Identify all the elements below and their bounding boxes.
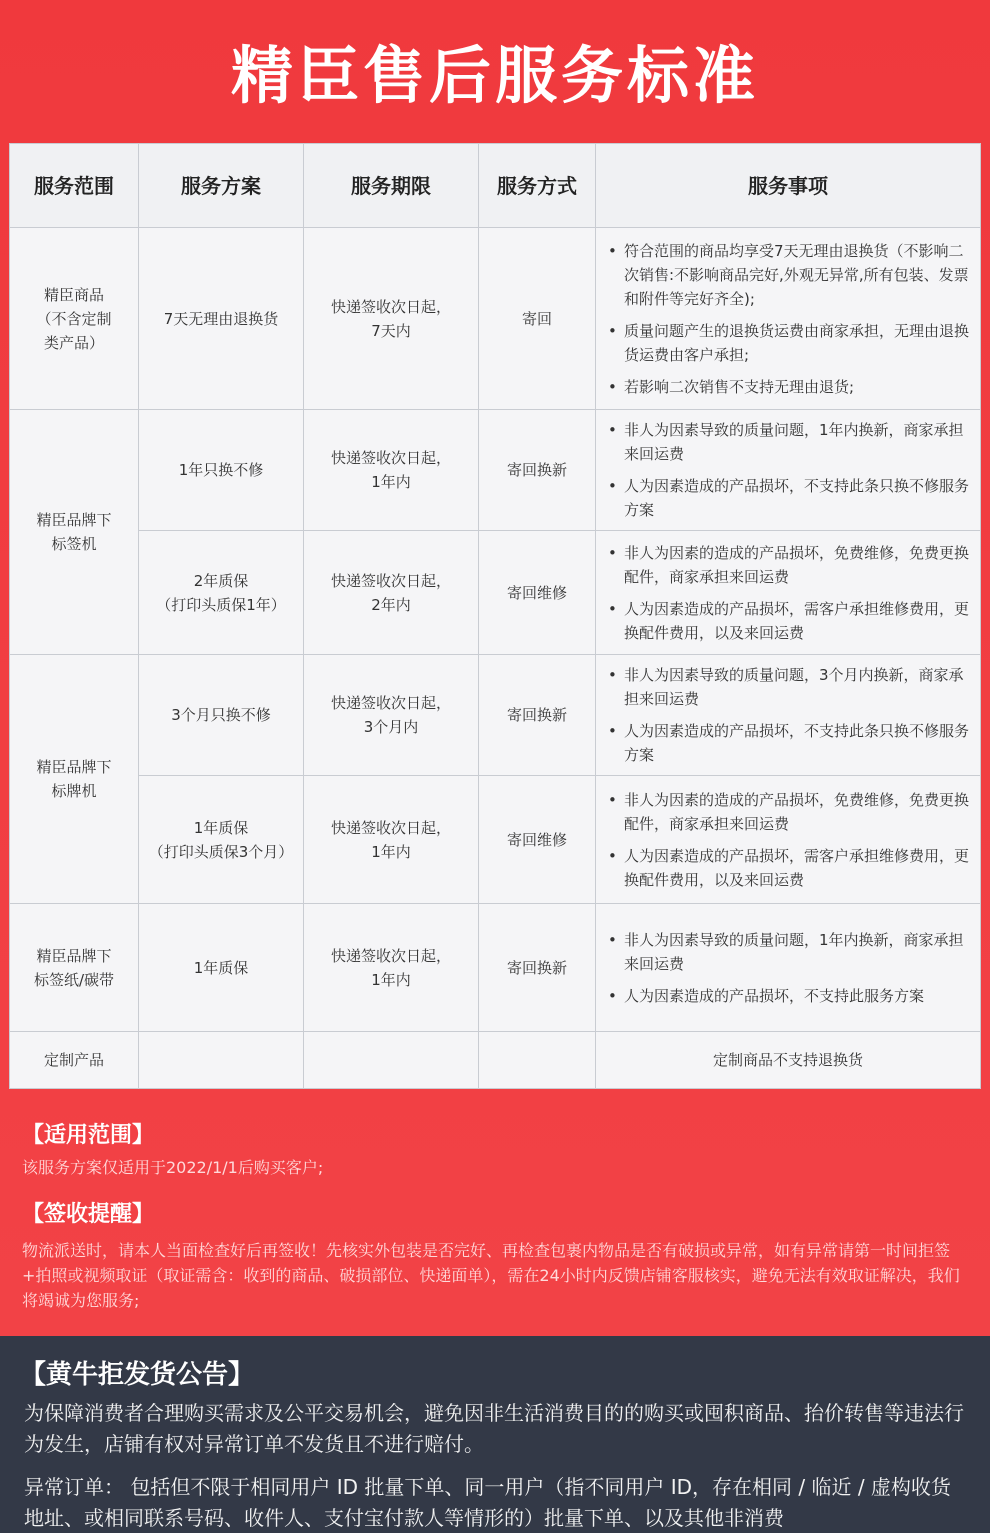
plan-cell: 1年质保 xyxy=(139,904,304,1032)
list-item: • 人为因素造成的产品损坏，不支持此条只换不修服务方案 xyxy=(608,719,974,767)
list-item: • 人为因素造成的产品损坏，不支持此服务方案 xyxy=(608,984,974,1008)
items-list xyxy=(608,663,974,767)
period-cell: 快递签收次日起， 1年内 xyxy=(304,410,479,531)
list-item: • 若影响二次销售不支持无理由退货; xyxy=(608,375,974,399)
period-cell: 快递签收次日起， 1年内 xyxy=(304,904,479,1032)
method-cell: 寄回换新 xyxy=(479,655,596,776)
items-list xyxy=(608,788,974,892)
receipt-text: 物流派送时，请本人当面检查好后再签收！先核实外包装是否完好、再检查包裹内物品是否有破损或异常，如有异常请第一时间拒签+拍照或视频取证（取证需含：收到的商品、破损部位、快递面单），需在24小时内反馈店铺客服核实，避免无法有效取证解决，我们将竭诚为您服务; xyxy=(22,1241,960,1310)
table-body xyxy=(10,228,981,1089)
scope-text: 该服务方案仅适用于2022/1/1后购买客户; xyxy=(22,1158,324,1177)
scope-cell: 精臣品牌下 标签机 xyxy=(10,410,139,655)
items-cell xyxy=(596,904,981,1032)
note-cell: 定制商品不支持退换货 xyxy=(596,1032,981,1089)
method-cell: 寄回换新 xyxy=(479,410,596,531)
table-row xyxy=(10,1032,981,1089)
table-row xyxy=(10,776,981,904)
notice-panel xyxy=(0,1336,990,1533)
method-cell: 寄回 xyxy=(479,228,596,410)
header-method: 服务方式 xyxy=(479,144,596,228)
method-cell: 寄回换新 xyxy=(479,904,596,1032)
period-cell: 快递签收次日起， 7天内 xyxy=(304,228,479,410)
list-item: • 非人为因素导致的质量问题，1年内换新，商家承担来回运费 xyxy=(608,418,974,466)
scope-cell: 精臣品牌下 标牌机 xyxy=(10,655,139,904)
items-list xyxy=(608,418,974,522)
list-item: • 非人为因素导致的质量问题，1年内换新，商家承担来回运费 xyxy=(608,928,974,976)
list-item: • 非人为因素的造成的产品损坏，免费维修，免费更换配件，商家承担来回运费 xyxy=(608,788,974,836)
method-cell xyxy=(479,1032,596,1089)
method-cell: 寄回维修 xyxy=(479,531,596,655)
notice-text-1: 为保障消费者合理购买需求及公平交易机会，避免因非生活消费目的的购买或囤积商品、抬价转售等违法行为发生，店铺有权对异常订单不发货且不进行赔付。 xyxy=(24,1401,964,1456)
items-list xyxy=(608,541,974,645)
plan-cell: 7天无理由退换货 xyxy=(139,228,304,410)
list-item: • 非人为因素导致的质量问题，3个月内换新，商家承担来回运费 xyxy=(608,663,974,711)
scope-cell: 精臣品牌下 标签纸/碳带 xyxy=(10,904,139,1032)
list-item: • 人为因素造成的产品损坏，不支持此条只换不修服务方案 xyxy=(608,474,974,522)
items-list xyxy=(608,239,974,399)
period-cell: 快递签收次日起， 3个月内 xyxy=(304,655,479,776)
scope-cell: 精臣商品 （不含定制 类产品） xyxy=(10,228,139,410)
plan-cell xyxy=(139,1032,304,1089)
scope-heading: 【适用范围】 xyxy=(22,1123,155,1148)
list-item: • 质量问题产生的退换货运费由商家承担，无理由退换货运费由客户承担; xyxy=(608,319,974,367)
list-item: • 非人为因素的造成的产品损坏，免费维修，免费更换配件，商家承担来回运费 xyxy=(608,541,974,589)
period-cell: 快递签收次日起， 2年内 xyxy=(304,531,479,655)
receipt-heading: 【签收提醒】 xyxy=(22,1202,155,1227)
method-cell: 寄回维修 xyxy=(479,776,596,904)
items-cell xyxy=(596,410,981,531)
items-cell xyxy=(596,776,981,904)
plan-cell: 2年质保 （打印头质保1年） xyxy=(139,531,304,655)
header-items: 服务事项 xyxy=(596,144,981,228)
plan-cell: 3个月只换不修 xyxy=(139,655,304,776)
scope-cell: 定制产品 xyxy=(10,1032,139,1089)
list-item: • 人为因素造成的产品损坏，需客户承担维修费用，更换配件费用，以及来回运费 xyxy=(608,597,974,645)
scope-section xyxy=(22,1118,962,1180)
receipt-section xyxy=(22,1197,962,1313)
items-cell xyxy=(596,655,981,776)
header-plan: 服务方案 xyxy=(139,144,304,228)
header-period: 服务期限 xyxy=(304,144,479,228)
notice-text-2: 异常订单： 包括但不限于相同用户 ID 批量下单、同一用户（指不同用户 ID，存在相同 / 临近 / 虚构收货地址、或相同联系号码、收件人、支付宝付款人等情形的）批量下单、以及其他非消费 xyxy=(24,1475,951,1530)
list-item: • 符合范围的商品均享受7天无理由退换货（不影响二次销售:不影响商品完好,外观无异常,所有包装、发票和附件等完好齐全); xyxy=(608,239,974,311)
table-row xyxy=(10,410,981,531)
period-cell: 快递签收次日起， 1年内 xyxy=(304,776,479,904)
table-row xyxy=(10,228,981,410)
notice-heading: 【黄牛拒发货公告】 xyxy=(20,1360,255,1390)
service-table xyxy=(9,143,981,1089)
page-title: 精臣售后服务标准 xyxy=(230,39,759,112)
list-item: • 人为因素造成的产品损坏，需客户承担维修费用，更换配件费用，以及来回运费 xyxy=(608,844,974,892)
plan-cell: 1年只换不修 xyxy=(139,410,304,531)
table-row xyxy=(10,655,981,776)
period-cell xyxy=(304,1032,479,1089)
items-cell xyxy=(596,531,981,655)
plan-cell: 1年质保 （打印头质保3个月） xyxy=(139,776,304,904)
header-scope: 服务范围 xyxy=(10,144,139,228)
table-row xyxy=(10,904,981,1032)
items-cell xyxy=(596,228,981,410)
table-header-row xyxy=(10,144,981,228)
items-list xyxy=(608,928,974,1008)
table-row xyxy=(10,531,981,655)
